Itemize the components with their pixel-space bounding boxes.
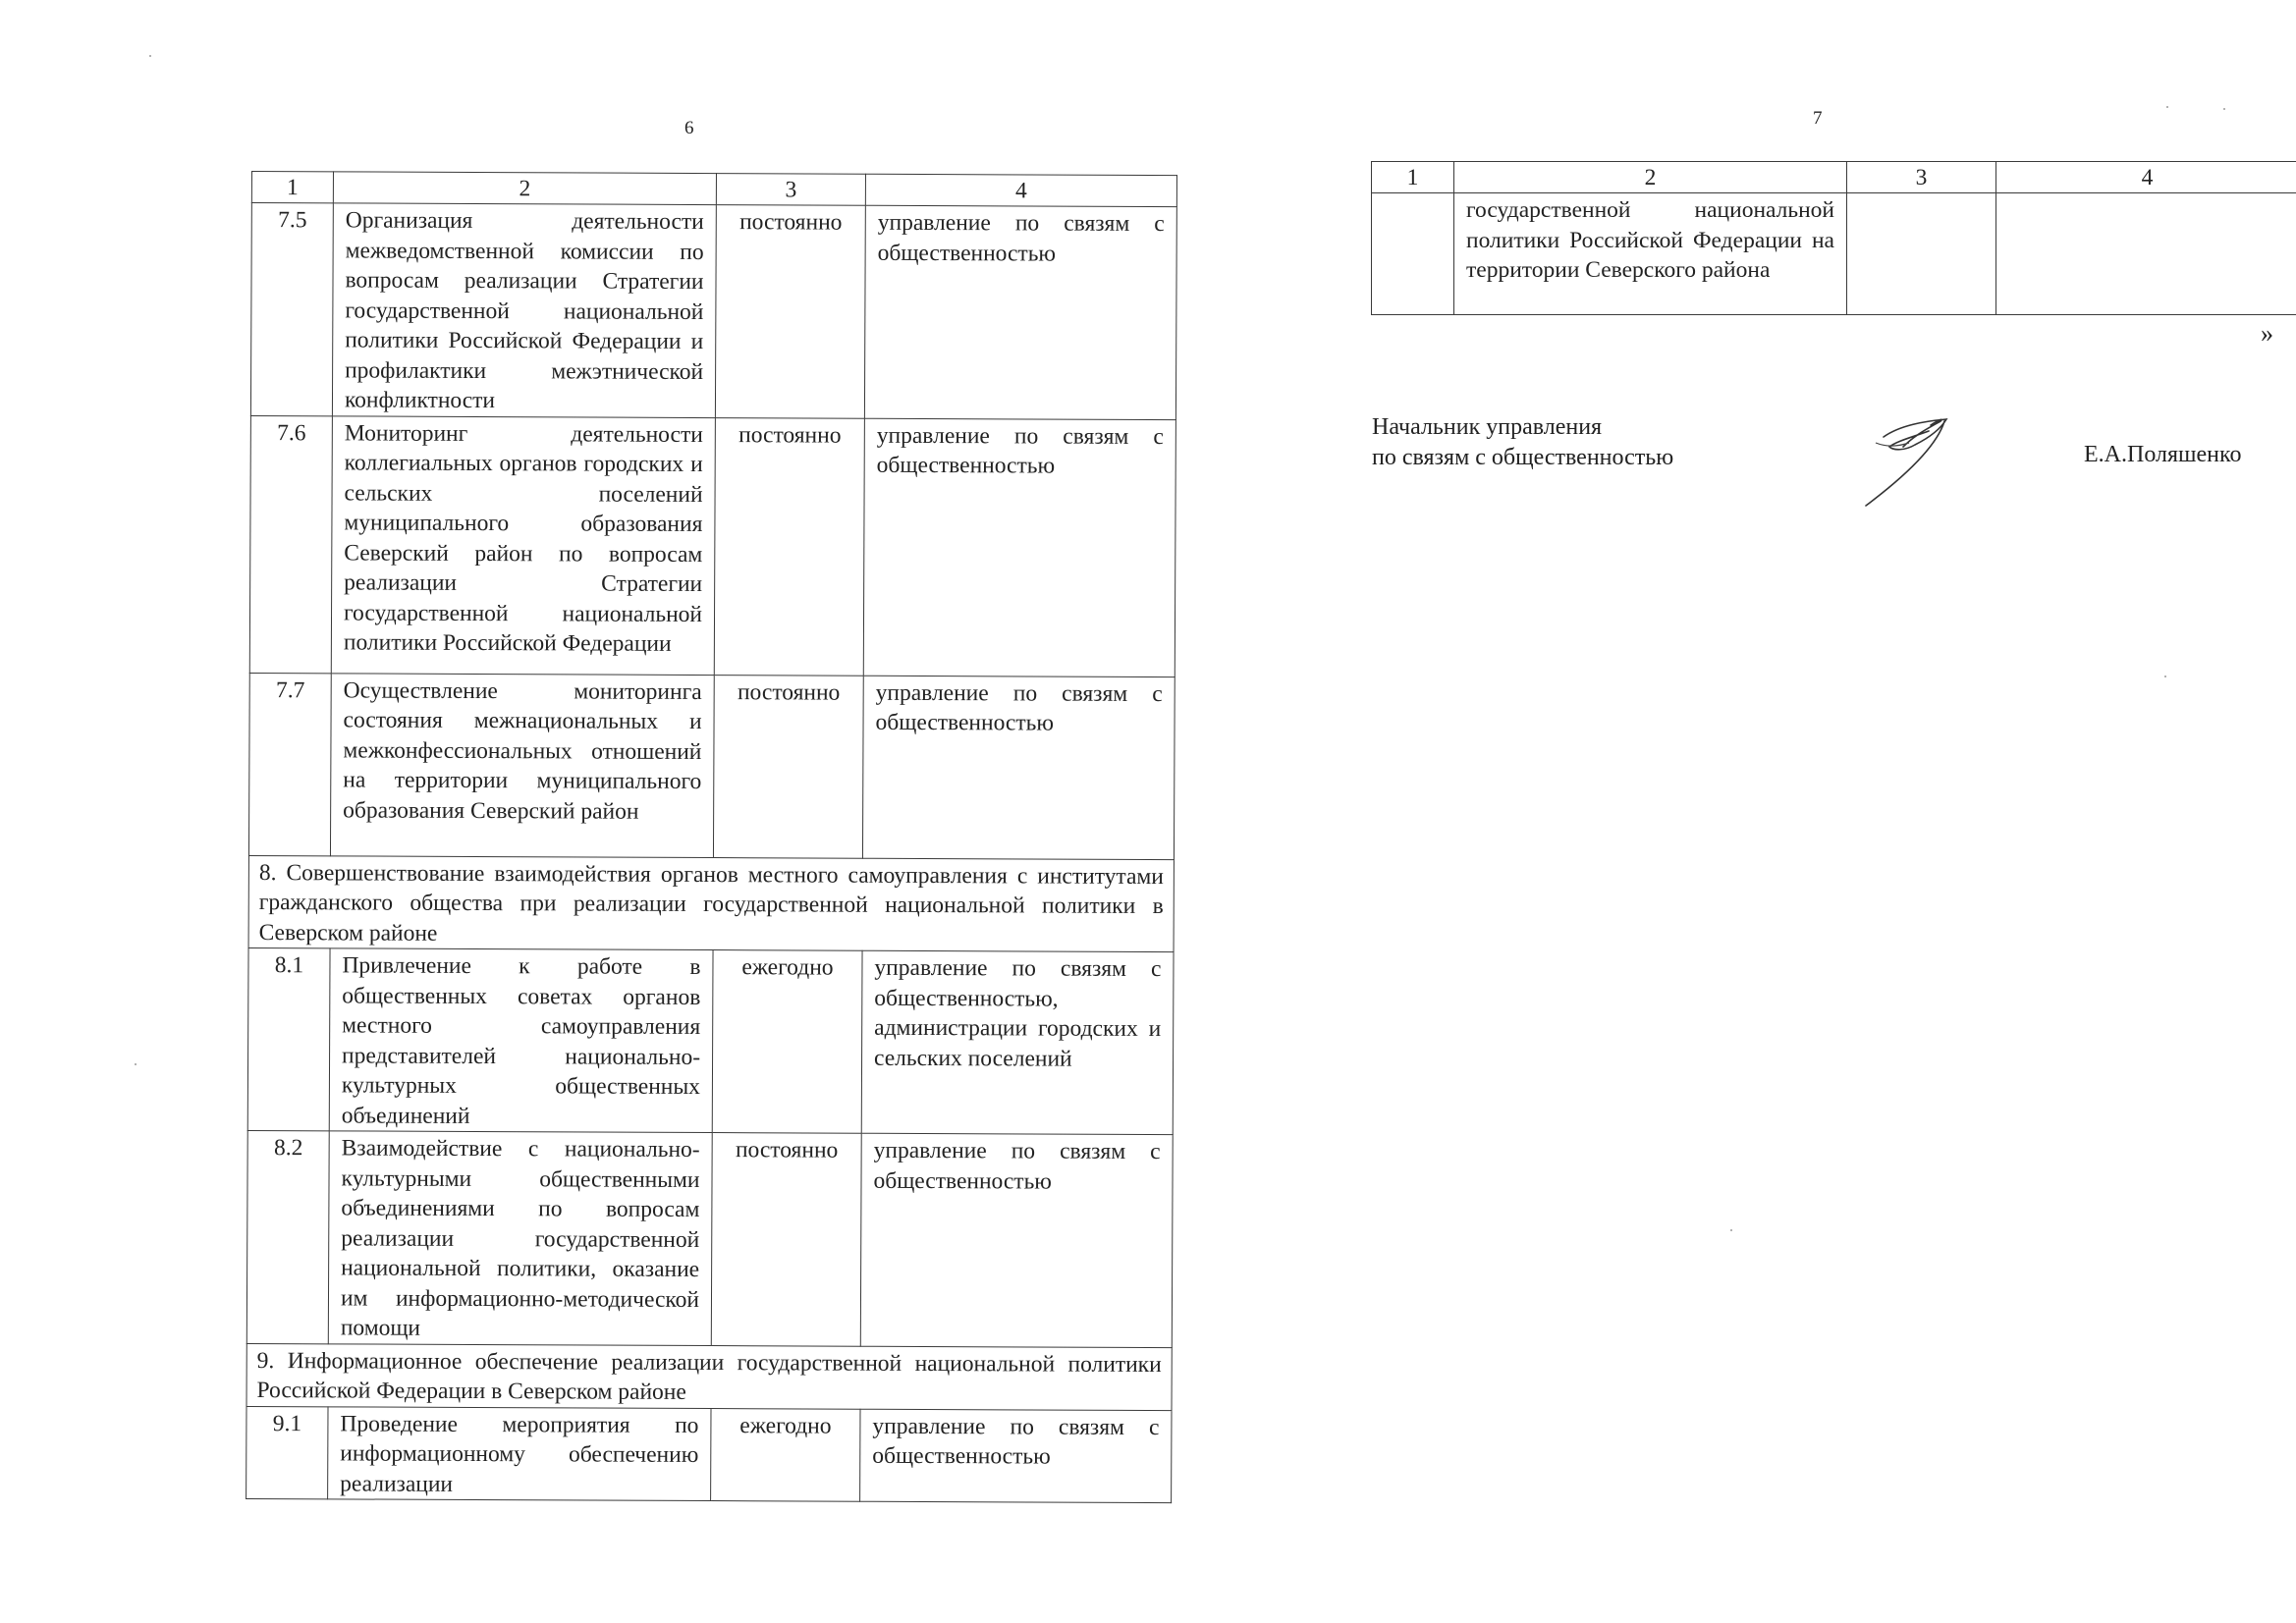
row-description: государственной национальной политики Российской Федерации на территории Северского района bbox=[1454, 193, 1847, 315]
header-col-4: 4 bbox=[865, 174, 1176, 206]
row-responsible: управление по связям с общественностью, администрации городских и сельских поселений bbox=[861, 950, 1174, 1134]
row-number: 9.1 bbox=[246, 1406, 328, 1499]
section-heading: 8. Совершенствование взаимодействия органов местного самоуправления с институтами гражданского общества при реализации государственной национальной политики в Северском районе bbox=[248, 855, 1174, 952]
table-header-row bbox=[1372, 162, 2296, 193]
row-term bbox=[1847, 193, 1996, 315]
row-description: Привлечение к работе в общественных советах органов местного самоуправления представителей национально-культурных общественных объединений bbox=[329, 948, 713, 1133]
row-term: ежегодно bbox=[712, 950, 862, 1134]
row-responsible: управление по связям с общественностью bbox=[863, 418, 1175, 676]
section-row bbox=[246, 1343, 1172, 1410]
row-number: 7.7 bbox=[248, 673, 331, 855]
row-description: Осуществление мониторинга состояния межнациональных и межконфессиональных отношений на территории муниципального образования Северский район bbox=[330, 673, 714, 857]
scan-speck bbox=[1730, 1229, 1732, 1231]
table-header-row bbox=[251, 172, 1176, 207]
table-row bbox=[248, 673, 1175, 859]
row-number: 7.6 bbox=[249, 415, 332, 673]
scan-speck bbox=[2223, 108, 2225, 110]
closing-quote: » bbox=[2261, 319, 2273, 348]
table-row bbox=[1372, 193, 2296, 315]
header-col-1: 1 bbox=[1372, 162, 1454, 193]
scan-speck bbox=[2166, 106, 2168, 108]
row-number bbox=[1372, 193, 1454, 315]
row-term: постоянно bbox=[713, 675, 863, 858]
signatory-name: Е.А.Поляшенко bbox=[2084, 442, 2242, 467]
row-description: Организация деятельности межведомственной комиссии по вопросам реализации Стратегии государственной национальной политики Российской Федерации и профилактики межэтнической конфликтности bbox=[332, 203, 716, 417]
table-row bbox=[247, 947, 1174, 1134]
row-term: ежегодно bbox=[711, 1408, 860, 1501]
section-heading: 9. Информационное обеспечение реализации государственной национальной политики Российской Федерации в Северском районе bbox=[246, 1343, 1172, 1410]
row-number: 8.2 bbox=[246, 1130, 329, 1343]
signature-title-line1: Начальник управления bbox=[1372, 414, 1603, 440]
left-plan-table bbox=[246, 171, 1177, 1503]
scan-speck bbox=[149, 55, 151, 57]
row-responsible: управление по связям с общественностью bbox=[862, 676, 1175, 859]
handwritten-signature bbox=[1846, 407, 1974, 511]
row-term: постоянно bbox=[714, 417, 864, 676]
scan-speck bbox=[135, 1063, 137, 1065]
row-responsible bbox=[1996, 193, 2296, 315]
row-number: 8.1 bbox=[247, 947, 330, 1130]
row-number: 7.5 bbox=[250, 203, 333, 416]
table-row bbox=[250, 203, 1176, 420]
header-col-2: 2 bbox=[333, 172, 716, 205]
header-col-1: 1 bbox=[251, 172, 333, 203]
row-responsible: управление по связям с общественностью bbox=[864, 205, 1176, 419]
header-col-3: 3 bbox=[716, 174, 865, 206]
table-row bbox=[246, 1406, 1172, 1503]
signature-title-line2: по связям с общественностью bbox=[1372, 445, 1674, 470]
row-term: постоянно bbox=[711, 1133, 861, 1346]
row-description: Мониторинг деятельности коллегиальных органов городских и сельских поселений муниципального образования Северский район по вопросам реализации Стратегии государственной национальной политики Российской Федерации bbox=[331, 415, 715, 675]
row-term: постоянно bbox=[715, 205, 865, 418]
row-responsible: управление по связям с общественностью bbox=[860, 1133, 1173, 1347]
right-plan-table bbox=[1371, 161, 2296, 315]
section-row bbox=[248, 855, 1174, 952]
header-col-2: 2 bbox=[1454, 162, 1847, 193]
scan-speck bbox=[2164, 676, 2166, 677]
row-description: Проведение мероприятия по информационному обеспечению реализации bbox=[328, 1406, 711, 1500]
row-responsible: управление по связям с общественностью bbox=[860, 1409, 1172, 1503]
header-col-3: 3 bbox=[1847, 162, 1996, 193]
table-row bbox=[246, 1130, 1173, 1347]
table-row bbox=[249, 415, 1175, 676]
row-description: Взаимодействие с национально-культурными общественными объединениями по вопросам реализации государственной национальной политики, оказание им информационно-методической помощи bbox=[328, 1131, 712, 1345]
right-page-number: 7 bbox=[1813, 108, 1823, 129]
header-col-4: 4 bbox=[1996, 162, 2296, 193]
left-page-number: 6 bbox=[684, 118, 694, 138]
